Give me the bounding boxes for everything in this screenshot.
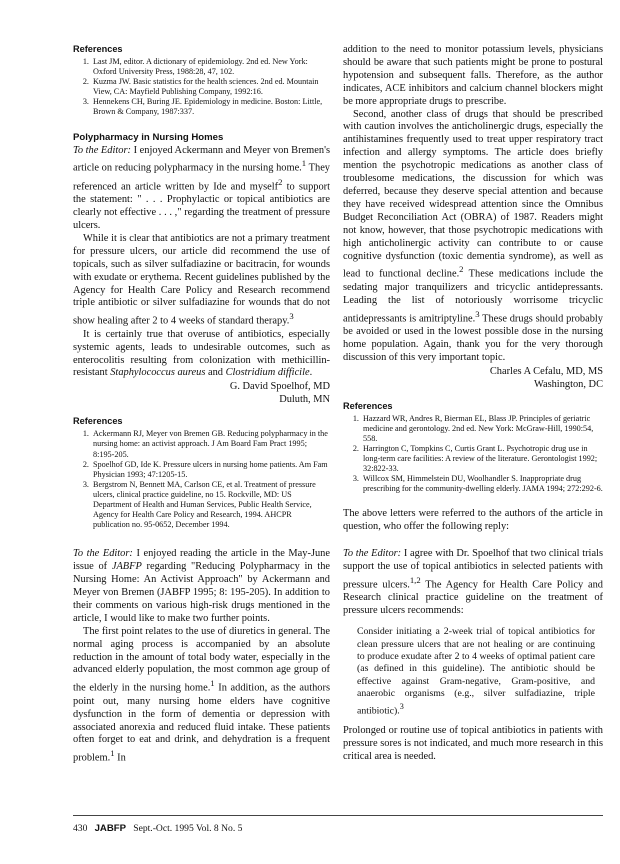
signature-name: Charles A Cefalu, MD, MS (489, 365, 603, 377)
left-column (73, 44, 330, 766)
footer-rule (73, 815, 603, 816)
reference-item: 3. Willcox SM, Himmelstein DU, Woolhandler S. Inappropriate drug prescribing for the community-dwelling elderly. JAMA 1994; 272:292-6. (361, 474, 603, 494)
letter-paragraph: To the Editor: I enjoyed Ackermann and Meyer von Bremen's article on reducing polypharmacy in the nursing home.$^1$ They referenced an article written by Ide and myself$^2$ to support the statement: " . . . Prophylactic or topical antibiotics are clearly not effective . . . ," regarding the treatment of pressure ulcers. (73, 144, 331, 232)
letter-paragraph: While it is clear that antibiotics are not a primary treatment for pressure ulcers, our article did recommend the use of topicals, such as silver sulfadiazine or bacitracin, for wounds with exudate or erythema. Recent guidelines published by the Agency for Health Care Policy and Research recommend triple antibiotic or silver sulfadiazine for wounds that do not show healing after 2 to 4 weeks of standard therapy.$^3$ (73, 232, 330, 327)
reference-list (73, 57, 330, 118)
references-heading: References (73, 44, 123, 54)
salutation: To the Editor: (73, 144, 131, 156)
citation: 2 (459, 264, 464, 275)
citation: 1 (301, 158, 307, 169)
reference-item: 2. Harrington C, Tompkins C, Curtis Grant L. Psychotropic drug use in long-term care facilities: A review of the literature. Gerontologist 1992; 32:822-33. (361, 444, 603, 474)
citation: 3 (289, 311, 294, 322)
citation: 3 (475, 308, 480, 319)
citation: 2 (278, 176, 283, 187)
citation: 1,2 (409, 575, 421, 586)
signature-location: Washington, DC (533, 378, 603, 390)
signature-block (343, 365, 603, 391)
page-number: 430 (73, 823, 88, 834)
reference-item: 1. Ackermann RJ, Meyer von Bremen GB. Reducing polypharmacy in the nursing home: an activist approach. J Am Board Fam Pract 1995; 8:195-205. (91, 429, 330, 459)
references-heading: References (73, 416, 123, 427)
signature-location: Duluth, MN (279, 394, 330, 406)
issue-info: Sept.-Oct. 1995 Vol. 8 No. 5 (133, 823, 243, 834)
citation: 1 (210, 678, 215, 689)
page-footer (73, 823, 242, 834)
reply-paragraph: To the Editor: I agree with Dr. Spoelhof that two clinical trials support the use of topical antibiotics in selected patients with pressure ulcers.$^{1,2}$ The Agency for Health Care Policy and Research clinical practice guideline on the treatment of pressure ulcers recommends: (343, 548, 603, 617)
letter-paragraph: To the Editor: I enjoyed reading the article in the May-June issue of JABFP regarding "Reducing Polypharmacy in the Nursing Home: An Activist Approach" by Ackermann and Meyer von Bremen (JABFP 1995; 8: 195-205). In addition to their comments on various high-risk drugs mentioned in the article, I would like to make two further points. (73, 548, 330, 624)
reference-list (343, 414, 603, 495)
salutation: To the Editor: (73, 548, 133, 560)
signature-block (73, 380, 330, 406)
reference-item: 3. Bergstrom N, Bennett MA, Carlson CE, et al. Treatment of pressure ulcers, clinical practice guideline, no 15. Rockville, MD: US Department of Health and Human Services, Public Health Service, Agency for Health Care Policy and Research, 1994. AHCPR publication no. 95-0652, December 1994. (91, 480, 330, 530)
reference-item: 2. Kuzma JW. Basic statistics for the health sciences. 2nd ed. Mountain View, CA: Mayfield Publishing Company, 1992:16. (91, 77, 330, 97)
reference-item: 2. Spoelhof GD, Ide K. Pressure ulcers in nursing home patients. Am Fam Physician 1993; 47:1205-15. (91, 460, 330, 480)
citation: 1 (110, 748, 115, 759)
right-column (343, 44, 603, 764)
letter-title: Polypharmacy in Nursing Homes (73, 131, 224, 143)
organism-name: Staphylococcus aureus (110, 367, 206, 379)
salutation: To the Editor: (343, 548, 402, 560)
letter-paragraph: addition to the need to monitor potassium levels, physicians should be aware that such patients might be prone to postural hypotension and subsequent falls. Therefore, as the author indicates, ACE inhibitors and calcium channel blockers might be more appropriate drugs to prescribe. (343, 44, 603, 107)
signature-name: G. David Spoelhof, MD (229, 381, 330, 393)
citation: 3 (399, 701, 404, 711)
block-quote: Consider initiating a 2-week trial of topical antibiotics for clean pressure ulcers that are not healing or are continuing to produce exudate after 2 to 4 weeks of optimal patient care (as defined in this guideline). The antibiotic should be effective against Gram-negative, Gram-positive, and anaerobic organisms (e.g., silver sulfadiazine, triple antibiotic).$^3$ (357, 626, 595, 716)
journal-name: JABFP (111, 561, 142, 573)
letter-paragraph: Second, another class of drugs that should be prescribed with caution involves the anticholinergic drugs, especially the antihistamines frequently used to treat upper respiratory tract infection and allergy symptoms. The article does briefly mention the psychotropic medications as another class of troublesome medications, the discussion for which was deferred, because they deserve special attention and because they have received widespread attention since the Omnibus Budget Reconciliation Act (OBRA) of 1987. Readers might not know, however, that those psychotropic medications with high anticholinergic activity can contribute to or cause cognitive dysfunction (toxic dementia syndrome), as well as lead to functional decline.$^2$ These medications include the sedating major tranquilizers and tricyclic antidepressants. Leading the list of notoriously worrisome tricyclic antidepressants is amitriptyline.$^3$ These drugs should probably be avoided or used in the lowest possible dose in the nursing home population. Again, thank you for the very thorough discussion of this very important topic. (343, 108, 604, 363)
journal-abbrev: JABFP (94, 823, 127, 834)
reference-item: 1. Hazzard WR, Andres R, Bierman EL, Blass JP. Principles of geriatric medicine and gerontology. 2nd ed. New York: McGraw-Hill, 1990:54, 558. (361, 414, 603, 444)
organism-name: Clostridium difficile (225, 367, 310, 379)
letter-paragraph: It is certainly true that overuse of antibiotics, especially systemic agents, leads to undesirable outcomes, such as enterocolitis resulting from colonization with methicillin-resistant Staphylococcus aureus and Clostridium difficile. (73, 328, 330, 379)
reference-item: 1. Last JM, editor. A dictionary of epidemiology. 2nd ed. New York: Oxford University Press, 1988:28, 47, 102. (91, 57, 330, 77)
reference-item: 3. Hennekens CH, Buring JE. Epidemiology in medicine. Boston: Little, Brown & Company, 1987:337. (91, 97, 330, 117)
reference-list (73, 429, 330, 530)
letter-paragraph: The first point relates to the use of diuretics in general. The normal aging process is accompanied by an absolute reduction in the amount of total body water, especially in the advanced elderly population, the most common age group of the elderly in the nursing home.$^1$ In addition, as the authors point out, many nursing home elders have cognitive dysfunction in the form of dementia or depression with associated anorexia and reduced fluid intake. These patients often forget to eat and drink, and dehydration is a frequent problem.$^1$ In (73, 625, 330, 764)
references-heading: References (343, 400, 393, 411)
reply-paragraph: Prolonged or routine use of topical antibiotics in patients with pressure sores is not indicated, and much more research in this critical area is needed. (343, 725, 603, 763)
editor-note: The above letters were referred to the authors of the article in question, who offer the following reply: (343, 508, 603, 533)
